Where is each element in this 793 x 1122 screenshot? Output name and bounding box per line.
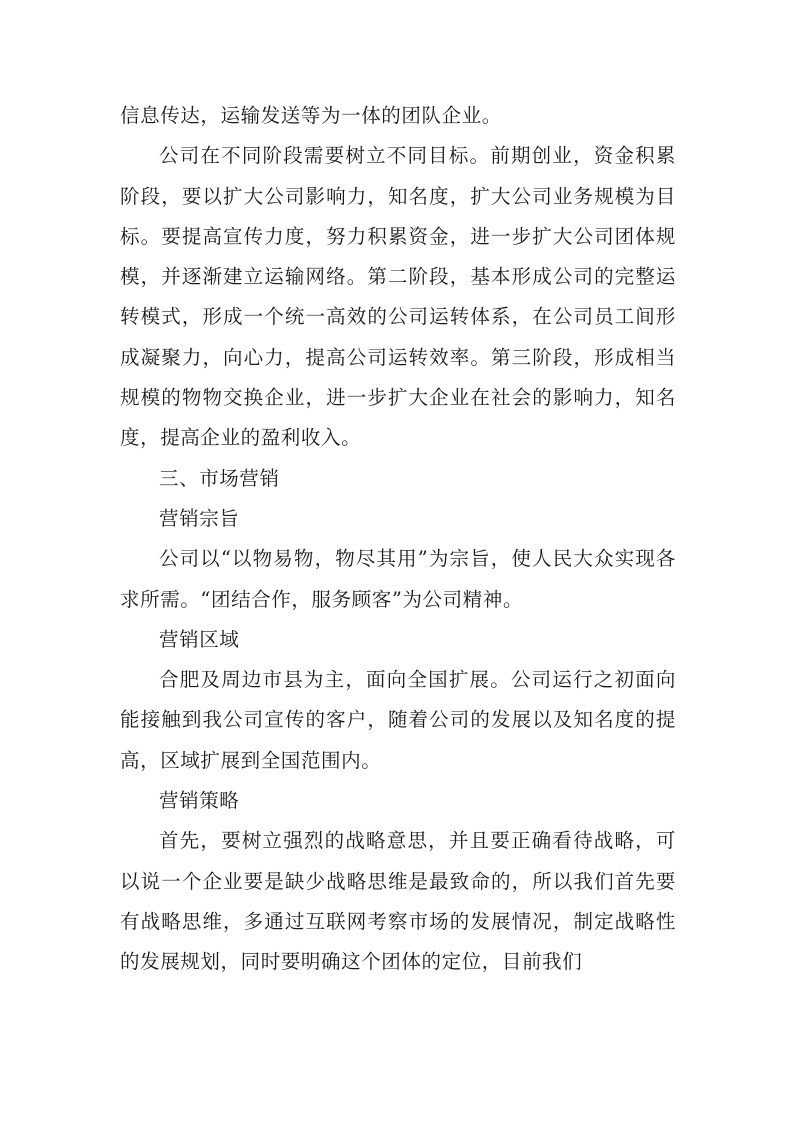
- paragraph-marketing-region: 合肥及周边市县为主，面向全国扩展。公司运行之初面向能接触到我公司宣传的客户，随着公司的发展以及知名度的提高，区域扩展到全国范围内。: [120, 668, 676, 772]
- paragraph-continuation: 信息传达，运输发送等为一体的团队企业。: [120, 104, 502, 127]
- paragraph-company-goals: 公司在不同阶段需要树立不同目标。前期创业，资金积累阶段，要以扩大公司影响力，知名度，扩大公司业务规模为目标。要提高宣传力度，努力积累资金，进一步扩大公司团体规模，并逐渐建立运输网络。第二阶段，基本形成公司的完整运转模式，形成一个统一高效的公司运转体系，在公司员工间形成凝聚力，向心力，提高公司运转效率。第三阶段，形成相当规模的物物交换企业，进一步扩大企业在社会的影响力，知名度，提高企业的盈利收入。: [120, 144, 676, 450]
- subheading-marketing-region: 营销区域: [159, 627, 240, 651]
- section-heading-marketing: 三、市场营销: [159, 466, 280, 490]
- subheading-marketing-purpose: 营销宗旨: [159, 506, 240, 530]
- document-body: [120, 96, 676, 983]
- paragraph-marketing-strategy: 首先，要树立强烈的战略意思，并且要正确看待战略，可以说一个企业要是缺少战略思维是最致命的，所以我们首先要有战略思维，多通过互联网考察市场的发展情况，制定战略性的发展规划，同时要明确这个团体的定位，目前我们: [120, 829, 676, 974]
- paragraph-marketing-purpose: 公司以“以物易物，物尽其用”为宗旨，使人民大众实现各求所需。“团结合作，服务顾客”为公司精神。: [120, 547, 676, 611]
- subheading-marketing-strategy: 营销策略: [159, 789, 240, 813]
